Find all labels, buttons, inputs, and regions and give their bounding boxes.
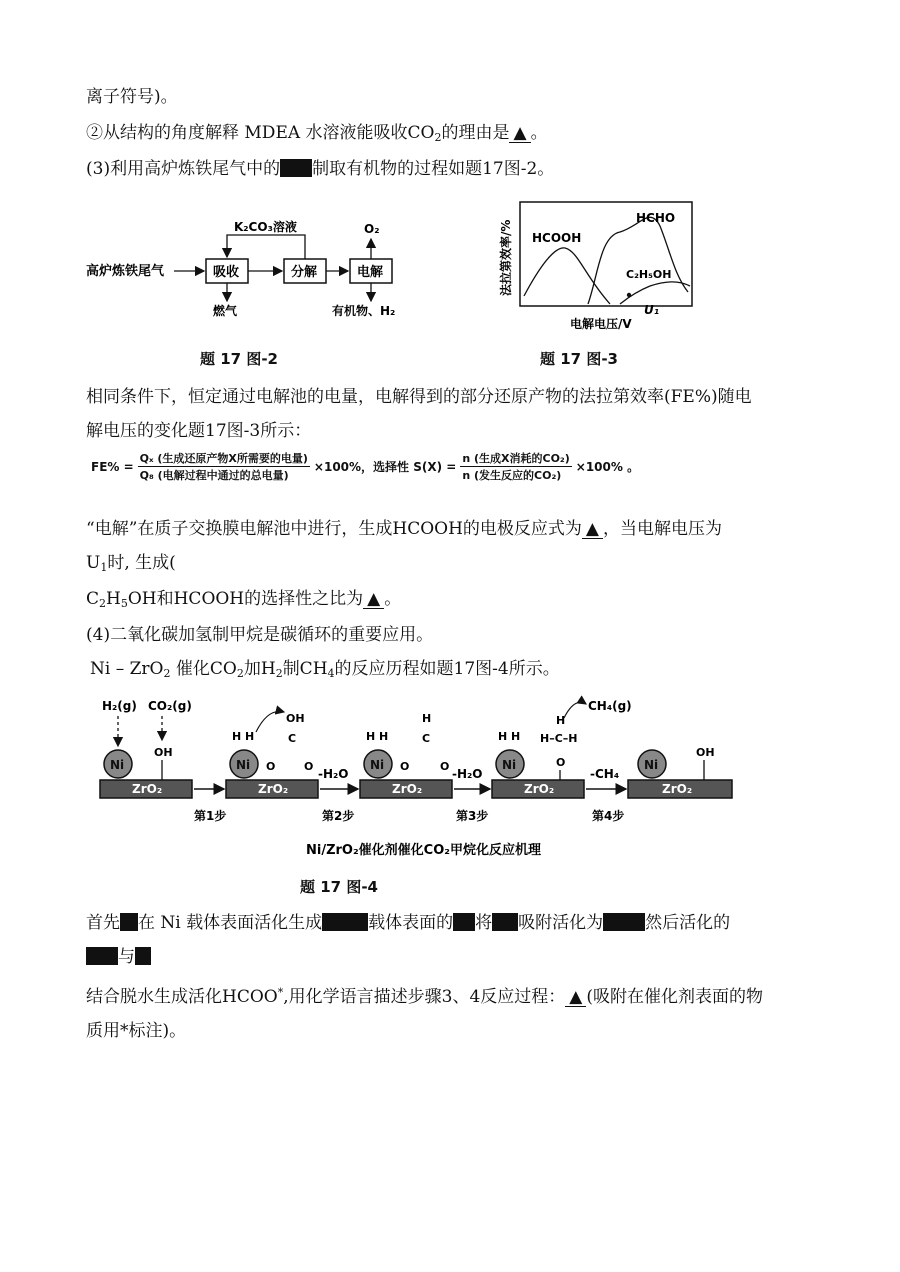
svg-text:-CH₄: -CH₄: [590, 767, 620, 781]
figure-17-4: [96, 692, 746, 860]
text-line-12: 与: [86, 946, 151, 968]
redacted-block: [280, 159, 312, 177]
svg-text:ZrO₂: ZrO₂: [258, 782, 289, 796]
svg-text:CO₂(g): CO₂(g): [148, 699, 192, 713]
svg-text:第1步: 第1步: [194, 809, 227, 823]
text-line-4: 相同条件下，恒定通过电解池的电量，电解得到的部分还原产物的法拉第效率(FE%)随电: [86, 387, 752, 407]
svg-text:吸收: 吸收: [213, 265, 240, 280]
label-source: 高炉炼铁尾气: [86, 264, 165, 279]
redacted-block: [603, 913, 645, 931]
answer-blank[interactable]: ▲: [509, 124, 530, 143]
svg-text:H: H: [422, 712, 432, 725]
svg-text:第3步: 第3步: [456, 809, 489, 823]
caption-fig-17-4: 题 17 图-4: [300, 878, 378, 896]
svg-text:C: C: [422, 732, 431, 745]
svg-text:HCHO: HCHO: [636, 211, 676, 225]
svg-text:H H: H H: [366, 730, 389, 743]
answer-blank[interactable]: ▲: [582, 520, 603, 539]
ni-spheres: [104, 750, 666, 778]
svg-text:第2步: 第2步: [322, 809, 355, 823]
svg-text:ZrO₂: ZrO₂: [524, 782, 555, 796]
svg-text:O: O: [304, 760, 314, 773]
svg-text:C₂H₅OH: C₂H₅OH: [626, 268, 672, 281]
text-line-10: Ni – ZrO$_2$ 催化$CO_2$加$H_2$制$CH_4$的反应历程如题17图-4所示。: [90, 659, 560, 680]
text-line-11: 首先 在 Ni 载体表面活化生成 载体表面的 将 吸附活化为 然后活化的: [86, 913, 731, 933]
text-line-3: (3)利用高炉炼铁尾气中的 制取有机物的过程如题17图-2。: [86, 159, 555, 179]
svg-text:-H₂O: -H₂O: [452, 767, 483, 781]
svg-text:CH₄(g): CH₄(g): [588, 699, 632, 713]
fig3-xlabel: 电解电压/V: [570, 317, 632, 331]
svg-text:H₂(g): H₂(g): [102, 699, 137, 713]
text-line-14: 质用*标注)。: [86, 1021, 187, 1041]
text-line-9: (4)二氧化碳加氢制甲烷是碳循环的重要应用。: [86, 625, 434, 645]
curve-hcho: [588, 217, 688, 304]
svg-text:K₂CO₃溶液: K₂CO₃溶液: [234, 220, 297, 234]
svg-text:H H: H H: [498, 730, 521, 743]
formula-fe: FE% = Qₓ (生成还原产物X所需要的电量) ×100%，选择性 S(X) = n (生成X消耗的CO₂) ×100% 。 Q₈ (电解过程中通过的总电量) n (发生反应的CO₂): [91, 452, 640, 482]
redacted-block: [453, 913, 475, 931]
fig4-title: Ni/ZrO₂催化剂催化CO₂甲烷化反应机理: [306, 843, 541, 858]
redacted-block: [492, 913, 518, 931]
svg-text:Ni: Ni: [236, 758, 251, 772]
redacted-block: [86, 947, 118, 965]
svg-text:O₂: O₂: [364, 222, 380, 236]
svg-text:C: C: [288, 732, 297, 745]
svg-text:H: H: [556, 714, 566, 727]
redacted-block: [135, 947, 151, 965]
svg-text:ZrO₂: ZrO₂: [662, 782, 693, 796]
svg-text:Ni: Ni: [110, 758, 125, 772]
svg-text:第4步: 第4步: [592, 809, 625, 823]
svg-text:-H₂O: -H₂O: [318, 767, 349, 781]
svg-text:有机物、H₂: 有机物、H₂: [332, 304, 396, 318]
svg-text:OH: OH: [286, 712, 305, 725]
svg-text:H H: H H: [232, 730, 255, 743]
svg-text:O: O: [556, 756, 566, 769]
svg-text:HCOOH: HCOOH: [532, 231, 582, 245]
svg-text:O: O: [440, 760, 450, 773]
text-line-8: $C_2H_5OH$和HCOOH的选择性之比为 ▲ 。: [86, 589, 402, 610]
caption-fig-17-2: 题 17 图-2: [200, 350, 278, 368]
text-line-7: $U_1$时, 生成(: [86, 553, 176, 574]
svg-text:Ni: Ni: [502, 758, 517, 772]
svg-text:ZrO₂: ZrO₂: [392, 782, 423, 796]
figure-17-3: [490, 196, 720, 371]
text-line-6: “电解”在质子交换膜电解池中进行，生成HCOOH的电极反应式为 ▲ ，当电解电压为: [86, 519, 722, 539]
figure-17-2: [86, 205, 446, 365]
svg-text:燃气: 燃气: [213, 304, 238, 318]
svg-text:ZrO₂: ZrO₂: [132, 782, 163, 796]
svg-text:电解: 电解: [357, 265, 384, 280]
redacted-block: [120, 913, 138, 931]
svg-text:O: O: [266, 760, 276, 773]
answer-blank[interactable]: ▲: [363, 590, 384, 609]
svg-text:U₁: U₁: [644, 303, 659, 317]
answer-blank[interactable]: ▲: [565, 988, 586, 1007]
svg-text:Ni: Ni: [370, 758, 385, 772]
svg-text:OH: OH: [154, 746, 173, 759]
text-line-1: 离子符号)。: [86, 87, 178, 107]
fig3-ylabel: 法拉第效率/%: [499, 219, 513, 296]
text-line-13: 结合脱水生成活化HCOO*,用化学语言描述步骤3、4反应过程： ▲ (吸附在催化剂表面的物: [86, 986, 763, 1007]
curve-hcooh: [524, 248, 610, 304]
svg-text:H–C–H: H–C–H: [540, 732, 578, 745]
redacted-block: [322, 913, 368, 931]
caption-fig-17-3: 题 17 图-3: [540, 350, 618, 368]
svg-text:O: O: [400, 760, 410, 773]
svg-text:Ni: Ni: [644, 758, 659, 772]
curve-c2h5oh: [620, 282, 690, 304]
svg-text:分解: 分解: [291, 265, 318, 280]
text-line-5: 解电压的变化题17图-3所示：: [86, 421, 312, 441]
svg-text:OH: OH: [696, 746, 715, 759]
text-line-2: ②从结构的角度解释 MDEA 水溶液能吸收$CO_2$的理由是 ▲ 。: [86, 123, 548, 144]
